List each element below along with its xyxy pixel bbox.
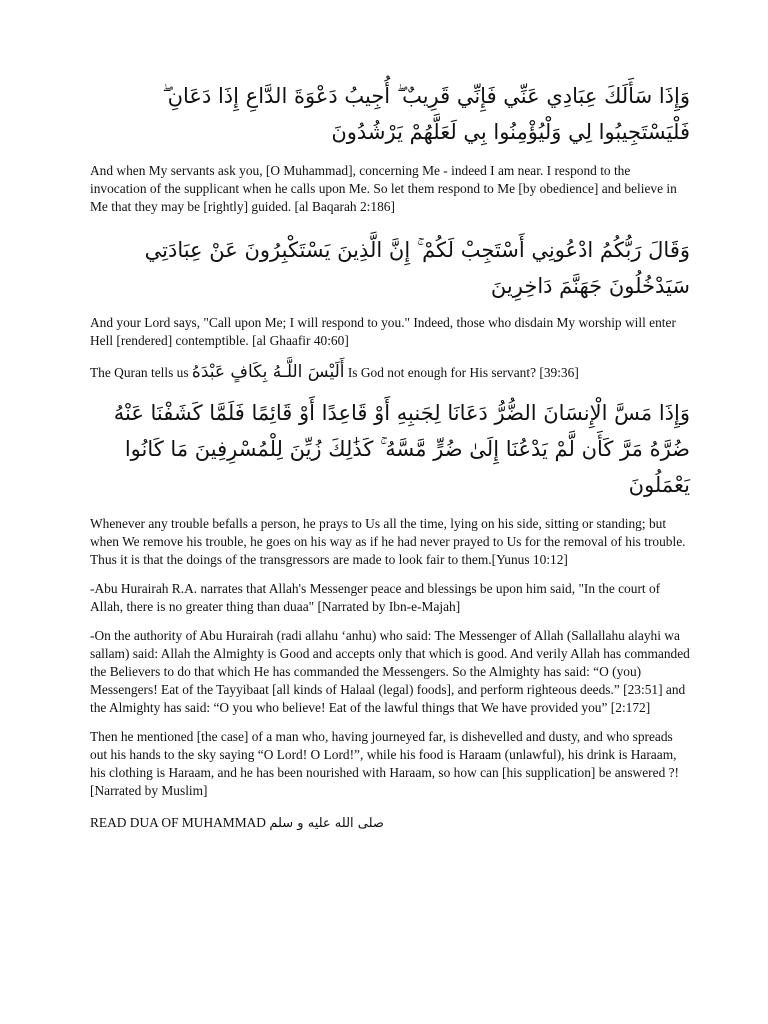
translation-ghaafir: And your Lord says, "Call upon Me; I will respond to you." Indeed, those who disdain My worship will enter Hell [rendered] contemptible. [al Ghaafir 40:60]	[90, 315, 676, 348]
quran-quote-line	[90, 360, 690, 385]
quran-quote-prefix: The Quran tells us	[90, 365, 189, 380]
closing-arabic-blessing: صلى الله عليه و سلم	[269, 816, 384, 831]
document-page	[90, 78, 690, 833]
translation-baqarah: And when My servants ask you, [O Muhammad], concerning Me - indeed I am near. I respond to the invocation of the supplicant when he calls upon Me. So let them respond to Me [by obedience] and believe in Me that they may be [rightly] guided. [al Baqarah 2:186]	[90, 163, 677, 214]
quran-quote-suffix: Is God not enough for His servant? [39:36]	[347, 365, 579, 380]
closing-text: READ DUA OF MUHAMMAD	[90, 815, 266, 830]
translation-yunus: Whenever any trouble befalls a person, he prays to Us all the time, lying on his side, sitting or standing; but when We remove his trouble, he goes on his way as if he had never prayed to Us for the removal of his trouble. Thus it is that the doings of the transgressors are made to look fair to them.[Yunus 10:12]	[90, 516, 686, 567]
arabic-verse-baqarah: وَإِذَا سَأَلَكَ عِبَادِي عَنِّي فَإِنِّي قَرِيبٌ ۖ أُجِيبُ دَعْوَةَ الدَّاعِ إِذَا دَعَانِ ۖ فَلْيَسْتَجِيبُوا لِي وَلْيُؤْمِنُوا بِي لَعَلَّهُمْ يَرْشُدُونَ	[162, 84, 690, 144]
hadith-abu-hurairah: -On the authority of Abu Hurairah (radi allahu ‘anhu) who said: The Messenger of Allah (Sallallahu alayhi wa sallam) said: Allah the Almighty is Good and accepts only that which is good. And verily Allah has commanded the Believers to do that which He has commanded the Messengers. So the Almighty has said: “O (you) Messengers! Eat of the Tayyibaat [all kinds of Halaal (legal) foods], and perform righteous deeds.” [23:51] and the Almighty has said: “O you who believe! Eat of the lawful things that We have provided you” [2:172]	[90, 628, 690, 715]
quran-quote-arabic: أَلَيْسَ اللَّـهُ بِكَافٍ عَبْدَهُ	[191, 362, 345, 382]
arabic-verse-ghaafir: وَقَالَ رَبُّكُمُ ادْعُونِي أَسْتَجِبْ لَكُمْ ۚ إِنَّ الَّذِينَ يَسْتَكْبِرُونَ عَنْ عِبَادَتِي سَيَدْخُلُونَ جَهَنَّمَ دَاخِرِينَ	[144, 238, 690, 298]
closing-line	[90, 814, 690, 833]
hadith-ibn-majah: -Abu Hurairah R.A. narrates that Allah's Messenger peace and blessings be upon him said, "In the court of Allah, there is no greater thing than duaa" [Narrated by Ibn-e-Majah]	[90, 581, 661, 614]
hadith-muslim: Then he mentioned [the case] of a man who, having journeyed far, is dishevelled and dusty, and who spreads out his hands to the sky saying “O Lord! O Lord!”, while his food is Haraam (unlawful), his drink is Haraam, his clothing is Haraam, and he has been nourished with Haraam, so how can [his supplication] be answered ?! [Narrated by Muslim]	[90, 729, 680, 798]
arabic-verse-yunus: وَإِذَا مَسَّ الْإِنسَانَ الضُّرُّ دَعَانَا لِجَنبِهِ أَوْ قَاعِدًا أَوْ قَائِمًا فَلَمَّا كَشَفْنَا عَنْهُ ضُرَّهُ مَرَّ كَأَن لَّمْ يَدْعُنَا إِلَىٰ ضُرٍّ مَّسَّهُ ۚ كَذَٰلِكَ زُيِّنَ لِلْمُسْرِفِينَ مَا كَانُوا يَعْمَلُونَ	[113, 401, 690, 497]
